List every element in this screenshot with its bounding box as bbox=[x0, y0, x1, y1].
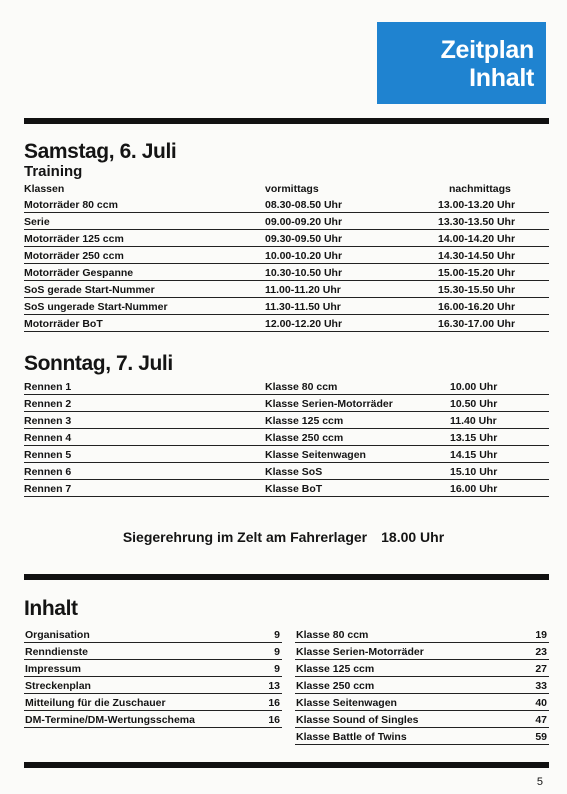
contents-entry-label: Klasse 125 ccm bbox=[296, 663, 375, 675]
header-title-line1: Zeitplan bbox=[440, 36, 534, 64]
col-header-classes: Klassen bbox=[24, 183, 65, 195]
contents-entry-label: Mitteilung für die Zuschauer bbox=[25, 697, 166, 709]
training-afternoon-time: 13.00-13.20 Uhr bbox=[438, 199, 516, 211]
race-class: Klasse 80 ccm bbox=[265, 381, 338, 393]
contents-entry-label: Klasse Serien-Motorräder bbox=[296, 646, 424, 658]
race-number: Rennen 3 bbox=[24, 415, 72, 427]
race-number: Rennen 4 bbox=[24, 432, 72, 444]
contents-heading: Inhalt bbox=[24, 597, 78, 620]
contents-entry-label: Klasse Battle of Twins bbox=[296, 731, 407, 743]
race-number: Rennen 6 bbox=[24, 466, 72, 478]
race-start-time: 10.00 Uhr bbox=[450, 381, 498, 393]
contents-entry-page: 16 bbox=[268, 697, 280, 709]
contents-entry-page: 9 bbox=[274, 646, 280, 658]
contents-entry-page: 9 bbox=[274, 629, 280, 641]
training-row bbox=[24, 229, 549, 247]
contents-entry[interactable] bbox=[24, 694, 282, 711]
race-start-time: 15.10 Uhr bbox=[450, 466, 498, 478]
race-start-time: 11.40 Uhr bbox=[450, 415, 497, 427]
training-morning-time: 09.30-09.50 Uhr bbox=[265, 233, 343, 245]
training-morning-time: 11.00-11.20 Uhr bbox=[265, 284, 341, 296]
middle-divider bbox=[24, 574, 549, 580]
training-afternoon-time: 14.30-14.50 Uhr bbox=[438, 250, 516, 262]
race-number: Rennen 2 bbox=[24, 398, 72, 410]
sunday-heading: Sonntag, 7. Juli bbox=[24, 352, 173, 375]
training-class: Motorräder Gespanne bbox=[24, 267, 134, 279]
contents-entry-label: Organisation bbox=[25, 629, 90, 641]
training-row bbox=[24, 297, 549, 315]
training-class: Motorräder 125 ccm bbox=[24, 233, 124, 245]
training-subheading: Training bbox=[24, 163, 83, 180]
contents-entry-label: Klasse Sound of Singles bbox=[296, 714, 419, 726]
race-row bbox=[24, 445, 549, 463]
training-class: Motorräder 80 ccm bbox=[24, 199, 118, 211]
ceremony-time: 18.00 Uhr bbox=[381, 529, 445, 545]
race-class: Klasse SoS bbox=[265, 466, 323, 478]
training-row bbox=[24, 314, 549, 332]
contents-entry-page: 59 bbox=[535, 731, 547, 743]
contents-entry-label: Klasse 250 ccm bbox=[296, 680, 375, 692]
contents-entry-page: 47 bbox=[535, 714, 547, 726]
race-class: Klasse 250 ccm bbox=[265, 432, 344, 444]
ceremony-text: Siegerehrung im Zelt am Fahrerlager bbox=[122, 529, 368, 545]
training-afternoon-time: 13.30-13.50 Uhr bbox=[438, 216, 516, 228]
col-header-morning: vormittags bbox=[265, 183, 319, 195]
contents-entry[interactable] bbox=[24, 660, 282, 677]
race-number: Rennen 5 bbox=[24, 449, 72, 461]
training-class: Serie bbox=[24, 216, 50, 228]
training-row bbox=[24, 195, 549, 213]
race-row bbox=[24, 411, 549, 429]
award-ceremony-line bbox=[0, 529, 567, 545]
contents-entry-page: 13 bbox=[268, 680, 280, 692]
training-morning-time: 08.30-08.50 Uhr bbox=[265, 199, 343, 211]
header-title-line2: Inhalt bbox=[469, 64, 534, 92]
training-row bbox=[24, 280, 549, 298]
training-row bbox=[24, 263, 549, 281]
contents-entry-page: 16 bbox=[268, 714, 280, 726]
contents-entry[interactable] bbox=[24, 711, 282, 728]
contents-entry[interactable] bbox=[24, 643, 282, 660]
race-row bbox=[24, 462, 549, 480]
race-row bbox=[24, 428, 549, 446]
training-afternoon-time: 16.30-17.00 Uhr bbox=[438, 318, 516, 330]
race-start-time: 10.50 Uhr bbox=[450, 398, 498, 410]
training-row bbox=[24, 212, 549, 230]
race-class: Klasse Serien-Motorräder bbox=[265, 398, 393, 410]
contents-entry[interactable] bbox=[295, 643, 549, 660]
contents-entry[interactable] bbox=[295, 626, 549, 643]
race-row bbox=[24, 479, 549, 497]
saturday-heading: Samstag, 6. Juli bbox=[24, 140, 177, 163]
col-header-afternoon: nachmittags bbox=[449, 183, 511, 195]
training-afternoon-time: 15.30-15.50 Uhr bbox=[438, 284, 516, 296]
top-divider bbox=[24, 118, 549, 124]
race-number: Rennen 7 bbox=[24, 483, 72, 495]
race-class: Klasse Seitenwagen bbox=[265, 449, 366, 461]
training-class: SoS ungerade Start-Nummer bbox=[24, 301, 168, 313]
contents-entry-label: Streckenplan bbox=[25, 680, 91, 692]
race-start-time: 16.00 Uhr bbox=[450, 483, 498, 495]
race-number: Rennen 1 bbox=[24, 381, 72, 393]
training-class: Motorräder 250 ccm bbox=[24, 250, 124, 262]
contents-entry[interactable] bbox=[24, 626, 282, 643]
contents-entry-page: 40 bbox=[535, 697, 547, 709]
training-class: Motorräder BoT bbox=[24, 318, 103, 330]
contents-entry-page: 33 bbox=[535, 680, 547, 692]
race-class: Klasse 125 ccm bbox=[265, 415, 344, 427]
race-start-time: 13.15 Uhr bbox=[450, 432, 498, 444]
contents-entry-page: 23 bbox=[535, 646, 547, 658]
race-start-time: 14.15 Uhr bbox=[450, 449, 498, 461]
training-morning-time: 09.00-09.20 Uhr bbox=[265, 216, 343, 228]
bottom-divider bbox=[24, 762, 549, 768]
contents-entry[interactable] bbox=[24, 677, 282, 694]
contents-entry[interactable] bbox=[295, 711, 549, 728]
training-morning-time: 10.30-10.50 Uhr bbox=[265, 267, 343, 279]
contents-entry-label: Impressum bbox=[25, 663, 82, 675]
contents-entry[interactable] bbox=[295, 694, 549, 711]
training-row bbox=[24, 246, 549, 264]
contents-entry-label: DM-Termine/DM-Wertungsschema bbox=[25, 714, 195, 726]
training-morning-time: 10.00-10.20 Uhr bbox=[265, 250, 343, 262]
race-row bbox=[24, 377, 549, 395]
contents-entry-label: Renndienste bbox=[25, 646, 89, 658]
contents-entry-page: 27 bbox=[535, 663, 547, 675]
training-morning-time: 12.00-12.20 Uhr bbox=[265, 318, 343, 330]
training-afternoon-time: 16.00-16.20 Uhr bbox=[438, 301, 516, 313]
training-afternoon-time: 15.00-15.20 Uhr bbox=[438, 267, 516, 279]
contents-entry[interactable] bbox=[295, 660, 549, 677]
contents-entry-label: Klasse Seitenwagen bbox=[296, 697, 397, 709]
section-header-box bbox=[377, 22, 546, 104]
race-row bbox=[24, 394, 549, 412]
contents-entry[interactable] bbox=[295, 728, 549, 745]
training-class: SoS gerade Start-Nummer bbox=[24, 284, 155, 296]
contents-entry-page: 19 bbox=[535, 629, 547, 641]
contents-entry-label: Klasse 80 ccm bbox=[296, 629, 369, 641]
contents-entry-page: 9 bbox=[274, 663, 280, 675]
page-number: 5 bbox=[536, 776, 543, 788]
contents-entry[interactable] bbox=[295, 677, 549, 694]
race-class: Klasse BoT bbox=[265, 483, 323, 495]
training-afternoon-time: 14.00-14.20 Uhr bbox=[438, 233, 516, 245]
training-morning-time: 11.30-11.50 Uhr bbox=[265, 301, 341, 313]
